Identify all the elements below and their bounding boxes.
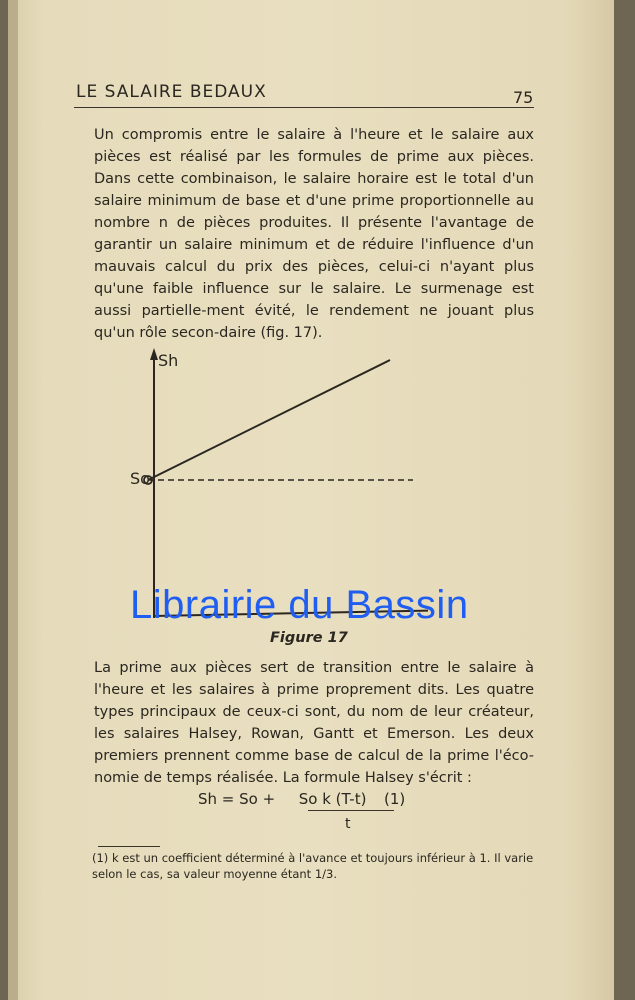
book-page — [8, 0, 614, 1000]
formula — [198, 790, 405, 808]
fraction-bar — [308, 810, 394, 811]
footnote: (1) k est un coefficient déterminé à l'avance et toujours inférieur à 1. Il varie selon le cas, sa valeur moyenne étant 1/3. — [92, 851, 534, 881]
page-edge — [8, 0, 18, 1000]
running-header: LE SALAIRE BEDAUX — [76, 82, 267, 102]
y-axis-label: Sh — [158, 351, 179, 370]
figure-caption: Figure 17 — [270, 630, 348, 646]
paragraph-1: Un compromis entre le salaire à l'heure et le salaire aux pièces est réalisé par les formules de prime aux pièces. Dans cette combinaison, le salaire horaire est le total d'un salaire minimum de base et d'une prime proportionnelle au nombre n de pièces produites. Il présente l'avantage de garantir un salaire minimum et de réduire l'influence d'un mauvais calcul du prix des pièces, celui-ci n'ayant plus qu'une faible influence sur le salaire. Le surmenage est aussi partielle-ment évité, le rendement ne jouant plus qu'un rôle secon-daire (fig. 17). — [94, 127, 534, 341]
header-rule — [74, 107, 534, 108]
y-axis-arrow — [150, 348, 158, 360]
salary-line — [148, 360, 390, 480]
formula-denominator: t — [345, 816, 351, 832]
formula-numerator: So k (T-t) — [298, 790, 367, 808]
footnote-rule — [98, 846, 160, 847]
page-number: 75 — [513, 88, 534, 107]
paragraph-2: La prime aux pièces sert de transition entre le salaire à l'heure et les salaires à prime proprement dits. Les quatre types principaux de ceux-ci sont, du nom de leur créateur, les salaires Halsey, Rowan, Gantt et Emerson. Les deux premiers prennent comme base de calcul de la prime l'éco-nomie de temps réalisée. La formule Halsey s'écrit : — [94, 660, 534, 786]
formula-left: Sh = So + — [198, 790, 276, 808]
origin-label: So — [130, 469, 150, 488]
watermark: Librairie du Bassin — [130, 583, 469, 627]
formula-reference: (1) — [384, 790, 406, 808]
